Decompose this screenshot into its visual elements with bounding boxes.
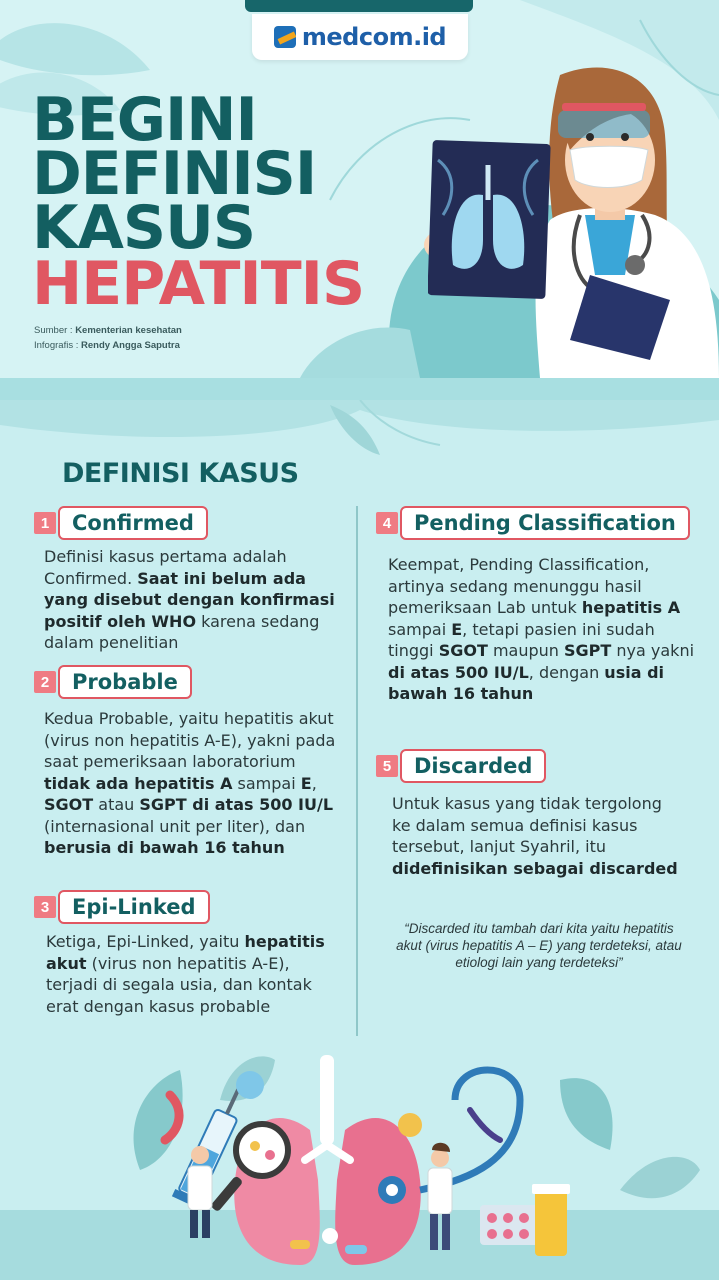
case-2-header [34,665,192,699]
case-1-text [44,546,346,654]
infografis-credit [34,340,180,351]
case-4-text-j: di atas 500 IU/L [388,662,529,682]
section-title: DEFINISI KASUS [62,458,299,489]
title-line-3: KASUS [32,193,256,263]
infografis-label: Infografis : [34,340,79,351]
case-1-header [34,506,208,540]
case-3-title: Epi-Linked [58,890,210,924]
title-line-1: BEGINI [32,85,257,155]
case-5-text-b: didefinisikan sebagai discarded [392,858,678,878]
case-3-number: 3 [34,896,56,918]
case-5-text [392,793,682,879]
case-4-text [388,554,698,705]
case-5-header [376,749,546,783]
case-2-text-f: SGOT [44,795,94,814]
case-4-text-f: SGOT [438,641,488,660]
brand-name: medcom.id [301,23,447,51]
medical-illustration [0,1040,719,1280]
case-3-text-a: Ketiga, Epi-Linked, yaitu [46,932,245,951]
brand-logo[interactable] [252,14,468,60]
case-4-text-h: SGPT [564,641,612,660]
case-1-text-b: Saat ini belum ada yang disebut dengan konfirmasi positif oleh WHO [44,568,335,631]
case-5-number: 5 [376,755,398,777]
case-4-text-c: sampai [388,619,452,639]
case-2-text-g: atau [93,795,140,814]
case-2-text-j: berusia di bawah 16 tahun [44,838,285,857]
case-4-text-k: , dengan [528,662,605,682]
case-1-number: 1 [34,512,56,534]
case-4-text-i: nya yakni [611,641,695,660]
section-stripe [0,378,719,400]
case-3-text-b: hepatitis akut [46,932,325,973]
column-divider [356,506,358,1036]
xray-film-icon [428,140,552,300]
case-4-header [376,506,690,540]
case-4-text-b: hepatitis A [581,598,681,617]
case-4-text-l: usia di bawah 16 tahun [388,662,664,703]
case-4-text-d: E [451,619,463,639]
title-line-2: DEFINISI [32,139,317,209]
case-4-text-g: maupun [487,641,565,660]
case-3-text [46,931,342,1017]
medcom-logo-icon [274,26,296,48]
source-value: Kementerian kesehatan [75,325,182,336]
case-4-text-e: , tetapi pasien ini sudah tinggi [388,619,655,660]
source-credit [34,325,182,336]
case-2-number: 2 [34,671,56,693]
case-2-text-d: E [300,773,312,793]
case-5-text-a: Untuk kasus yang tidak tergolong ke dalam semua definisi kasus tersebut, lanjut Syahril, itu [392,794,662,856]
case-2-text-i: (internasional unit per liter), dan [44,816,306,836]
case-4-number: 4 [376,512,398,534]
case-2-text-b: tidak ada hepatitis A [44,773,233,793]
header-banner [0,0,719,378]
case-1-title: Confirmed [58,506,208,540]
case-4-text-a: Keempat, Pending Classification, artinya sedang menunggu hasil pemeriksaan Lab untuk [388,555,650,617]
case-4-title: Pending Classification [400,506,690,540]
case-3-text-c: (virus non hepatitis A-E), terjadi di segala usia, dan kontak erat dengan kasus probable [46,953,312,1016]
discarded-quote: “Discarded itu tambah dari kita yaitu hepatitis akut (virus hepatitis A – E) yang terdeteksi, atau etiologi lain yang terdeteksi” [396,921,682,970]
case-1-text-a: Definisi kasus pertama adalah Confirmed. [44,547,287,588]
infografis-value: Rendy Angga Saputra [81,340,180,351]
case-3-header [34,890,210,924]
case-2-text [44,708,344,859]
case-5-title: Discarded [400,749,546,783]
case-1-text-c: karena sedang dalam penelitian [44,611,320,652]
case-2-text-h: SGPT di atas 500 IU/L [139,795,334,814]
title-highlight: HEPATITIS [32,249,365,319]
case-2-title: Probable [58,665,192,699]
top-accent-bar [245,0,473,12]
case-2-text-c: sampai [232,773,301,793]
source-label: Sumber : [34,325,73,336]
case-2-text-e: , [311,773,317,793]
case-2-text-a: Kedua Probable, yaitu hepatitis akut (virus non hepatitis A-E), yakni pada saat pemeriksaan laboratorium [44,709,336,771]
